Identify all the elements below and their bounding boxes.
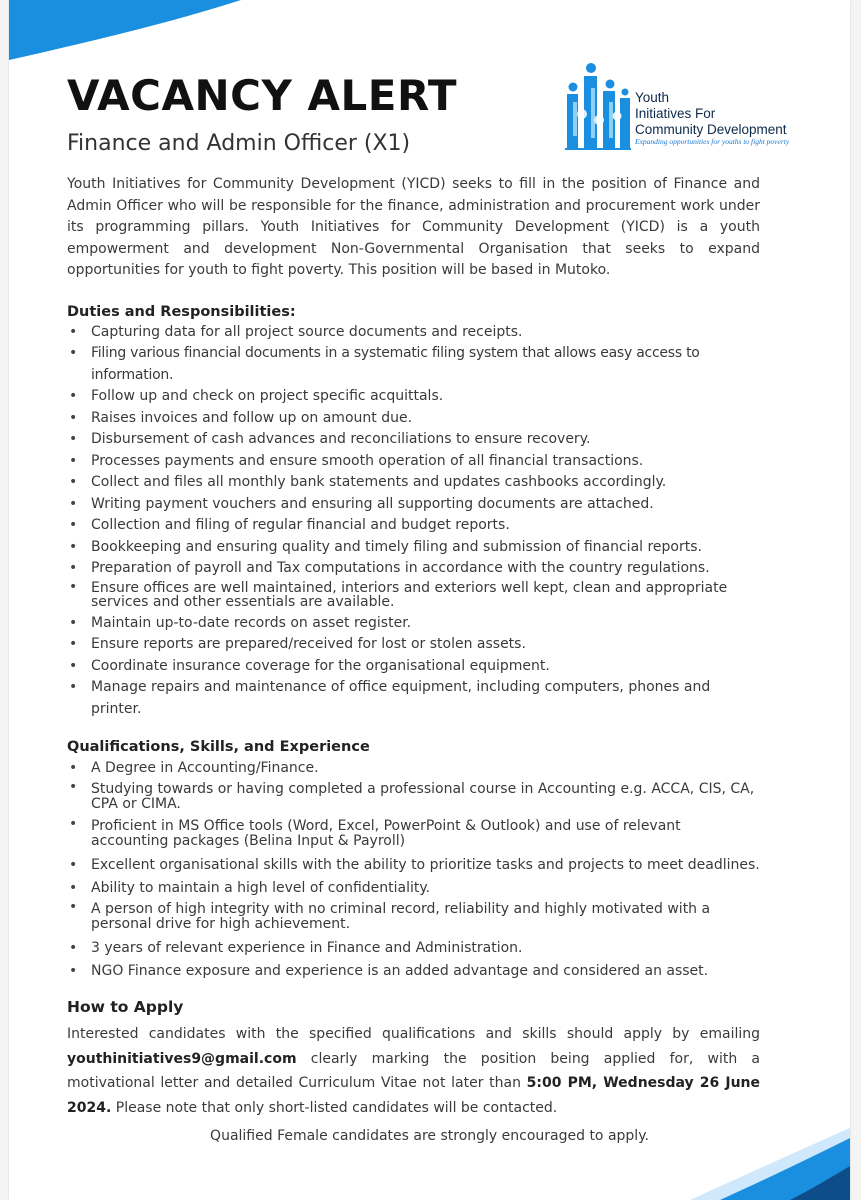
list-item: • Collection and filing of regular financial and budget reports. [67,515,760,537]
page-title: VACANCY ALERT [67,71,458,120]
list-item: • Ability to maintain a high level of confidentiality. [67,877,760,900]
how-to-apply-heading: How to Apply [67,998,184,1016]
list-item: • Coordinate insurance coverage for the organisational equipment. [67,656,760,678]
list-item: • Ensure offices are well maintained, interiors and exteriors well kept, clean and appropriate services and other essentials are available. [67,580,760,613]
list-item: • Ensure reports are prepared/received for lost or stolen assets. [67,634,760,656]
yicd-logo [565,60,795,160]
list-item: • Proficient in MS Office tools (Word, Excel, PowerPoint & Outlook) and use of relevant accounting packages (Belina Input & Payroll) [67,817,760,854]
intro-paragraph: Youth Initiatives for Community Development (YICD) seeks to fill in the position of Finance and Admin Officer who will be responsible for the finance, administration and procurement work under its programming pillars. Youth Initiatives for Community Development (YICD) is a youth empowerment and development Non-Governmental Organisation that seeks to expand opportunities for youth to fight poverty. This position will be based in Mutoko. [67,176,760,278]
logo-name-line: Community Development [635,122,787,137]
list-item: • Manage repairs and maintenance of office equipment, including computers, phones and printer. [67,677,760,720]
duties-list [67,322,760,721]
logo-name-line: Youth [635,90,670,105]
list-item: • Capturing data for all project source documents and receipts. [67,322,760,344]
application-deadline: 5:00 PM, Wednesday 26 June 2024. [67,1075,760,1116]
poster-content [67,174,760,1120]
logo-tagline: Expanding opportunities for youths to fight poverty [635,137,790,146]
list-item: • Writing payment vouchers and ensuring all supporting documents are attached. [67,494,760,516]
apply-paragraph [67,1022,760,1120]
logo-name [635,90,787,138]
apply-text-part: Interested candidates with the specified qualifications and skills should apply by emailing [67,1026,760,1042]
footer-note: Qualified Female candidates are strongly encouraged to apply. [210,1128,649,1144]
list-item: • Raises invoices and follow up on amount due. [67,408,760,430]
list-item: • Maintain up-to-date records on asset register. [67,613,760,635]
apply-text-part: clearly marking the position being applied for, with a motivational letter and detailed Curriculum Vitae not later than [67,1050,760,1091]
apply-text-part: Please note that only short-listed candidates will be contacted. [111,1099,558,1116]
list-item: • 3 years of relevant experience in Finance and Administration. [67,937,760,960]
list-item: • Disbursement of cash advances and reconciliations to ensure recovery. [67,429,760,451]
vacancy-poster [9,0,850,1200]
contact-email[interactable]: youthinitiatives9@gmail.com [67,1050,297,1067]
corner-swoosh-top [9,0,249,60]
qualifications-list [67,757,760,983]
list-item: • A person of high integrity with no criminal record, reliability and highly motivated with a personal drive for high achievement. [67,900,760,937]
list-item: • NGO Finance exposure and experience is an added advantage and considered an asset. [67,960,760,983]
list-item: • Studying towards or having completed a professional course in Accounting e.g. ACCA, CIS, CA, CPA or CIMA. [67,780,760,817]
duties-heading: Duties and Responsibilities: [67,303,296,320]
logo-name-line: Initiatives For [635,106,716,121]
list-item: • Bookkeeping and ensuring quality and timely filing and submission of financial reports. [67,537,760,559]
list-item: • Filing various financial documents in a systematic filing system that allows easy access to information. [67,343,760,386]
list-item: • Excellent organisational skills with the ability to prioritize tasks and projects to meet deadlines. [67,854,760,877]
list-item: • Processes payments and ensure smooth operation of all financial transactions. [67,451,760,473]
list-item: • Follow up and check on project specific acquittals. [67,386,760,408]
qualifications-heading: Qualifications, Skills, and Experience [67,739,370,755]
logo-figures-icon [565,62,631,154]
list-item: • Preparation of payroll and Tax computations in accordance with the country regulations. [67,558,760,580]
job-title: Finance and Admin Officer (X1) [67,131,411,156]
list-item: • Collect and files all monthly bank statements and updates cashbooks accordingly. [67,472,760,494]
list-item: • A Degree in Accounting/Finance. [67,757,760,780]
